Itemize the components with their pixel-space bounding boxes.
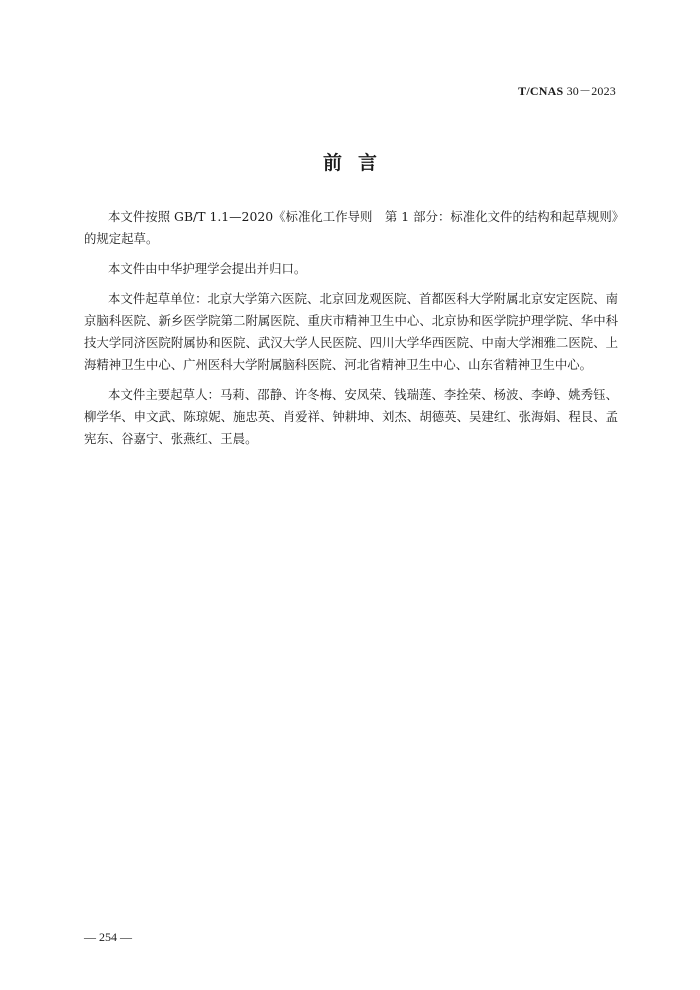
- paragraph-drafters: 本文件主要起草人：马莉、邵静、许冬梅、安凤荣、钱瑞莲、李拴荣、杨波、李峥、姚秀钰、柳学华、申文武、陈琼妮、施忠英、肖爱祥、钟耕坤、刘杰、胡德英、吴建红、张海娟、程艮、孟宪东、谷嘉宁、张燕红、王晨。: [84, 387, 618, 446]
- paragraph-drafting-rules: 本文件按照 GB/T 1.1—2020《标准化工作导则 第 1 部分：标准化文件的结构和起草规则》的规定起草。: [84, 209, 618, 246]
- document-code: [518, 82, 616, 99]
- document-body: [84, 206, 618, 458]
- page-title: 前言: [322, 152, 393, 174]
- standard-number: 30－2023: [566, 84, 616, 98]
- standard-org: T/CNAS: [518, 84, 564, 98]
- paragraph-proposer: 本文件由中华护理学会提出并归口。: [108, 261, 307, 276]
- page-number: — 254 —: [84, 930, 132, 944]
- paragraph-drafting-units: 本文件起草单位：北京大学第六医院、北京回龙观医院、首都医科大学附属北京安定医院、南京脑科医院、新乡医学院第二附属医院、重庆市精神卫生中心、北京协和医学院护理学院、华中科技大学同济医院附属协和医院、武汉大学人民医院、四川大学华西医院、中南大学湘雅二医院、上海精神卫生中心、广州医科大学附属脑科医院、河北省精神卫生中心、山东省精神卫生中心。: [84, 291, 618, 372]
